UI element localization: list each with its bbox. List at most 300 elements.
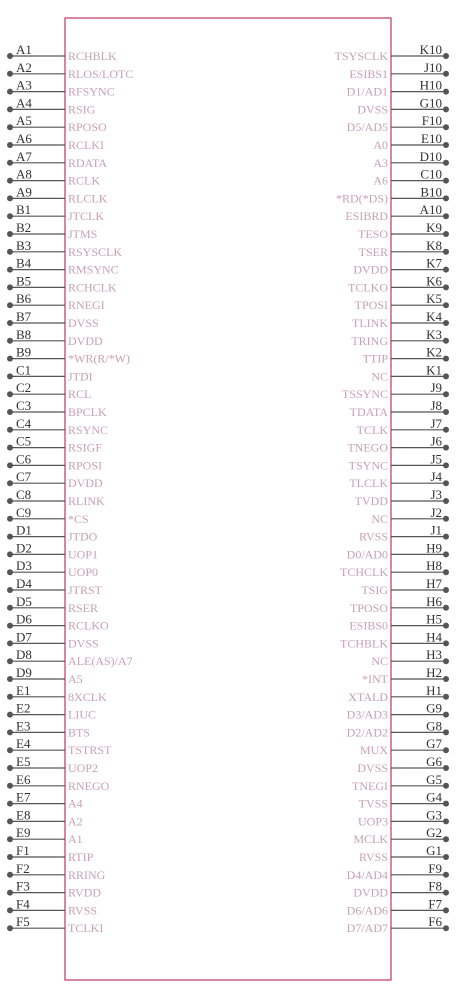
- pin-end-dot: [443, 907, 449, 913]
- pin-name: DVDD: [68, 333, 103, 348]
- pin-end-dot: [443, 658, 449, 664]
- pin-end-dot: [443, 320, 449, 326]
- pin-number: J10: [423, 59, 442, 75]
- pin-number: B4: [16, 255, 32, 271]
- pin-end-dot: [7, 267, 13, 273]
- pin-end-dot: [7, 53, 13, 59]
- pin-number: J2: [430, 504, 442, 520]
- pin-number: G1: [426, 843, 442, 858]
- pin-number: A7: [16, 148, 32, 164]
- pin-end-dot: [7, 925, 13, 931]
- pin-name: TRING: [351, 333, 388, 348]
- pin-name: TLINK: [352, 316, 388, 330]
- pin-end-dot: [443, 338, 449, 344]
- pin-end-dot: [443, 195, 449, 201]
- pin-end-dot: [7, 356, 13, 362]
- pin-number: J9: [430, 380, 442, 396]
- pin-name: MCLK: [353, 832, 388, 847]
- pin-end-dot: [443, 925, 449, 931]
- pin-number: H9: [426, 540, 442, 556]
- pin-number: D5: [16, 593, 32, 609]
- pin-number: B9: [16, 344, 32, 360]
- pin-end-dot: [7, 712, 13, 718]
- pin-end-dot: [7, 623, 13, 629]
- pin-name: TVDD: [354, 494, 388, 508]
- pin-number: B7: [16, 309, 32, 324]
- pin-end-dot: [7, 729, 13, 735]
- pin-name: TSYNC: [348, 458, 388, 473]
- pin-number: B5: [16, 273, 32, 289]
- pin-name: *INT: [362, 672, 388, 686]
- pin-number: D2: [16, 540, 32, 556]
- pin-number: H7: [426, 576, 442, 591]
- pin-number: G2: [426, 825, 442, 841]
- pin-number: F5: [16, 914, 30, 930]
- pin-name: D2/AD2: [346, 725, 388, 740]
- pin-name: A5: [68, 672, 83, 686]
- pin-name: RMSYNC: [68, 262, 119, 277]
- pin-end-dot: [7, 605, 13, 611]
- pin-end-dot: [7, 765, 13, 771]
- pin-number: C8: [16, 487, 32, 502]
- pin-name: A6: [373, 173, 388, 188]
- pin-name: TNEGO: [347, 440, 388, 455]
- pin-name: RVSS: [358, 529, 388, 544]
- pin-number: D6: [16, 611, 32, 627]
- pin-name: TSIG: [361, 583, 388, 597]
- pin-name: TLCLK: [349, 476, 388, 491]
- pin-number: E2: [16, 700, 31, 716]
- pin-end-dot: [443, 427, 449, 433]
- pin-name: MUX: [359, 743, 388, 758]
- pin-number: A10: [419, 202, 442, 218]
- pin-end-dot: [443, 676, 449, 682]
- pin-end-dot: [443, 373, 449, 379]
- pin-end-dot: [7, 658, 13, 664]
- pin-end-dot: [7, 284, 13, 290]
- pin-end-dot: [7, 640, 13, 646]
- pin-name: RCLKI: [68, 138, 104, 152]
- pin-end-dot: [7, 195, 13, 201]
- pin-number: A8: [16, 166, 32, 182]
- pin-number: D4: [16, 576, 32, 591]
- pin-name: DVSS: [68, 636, 99, 651]
- pin-number: B8: [16, 326, 32, 342]
- pin-end-dot: [7, 427, 13, 433]
- pin-name: RRING: [68, 867, 106, 882]
- pin-name: BPCLK: [68, 405, 107, 419]
- pin-end-dot: [443, 142, 449, 148]
- pin-name: UOP1: [68, 547, 99, 562]
- pin-name: D6/AD6: [346, 903, 388, 918]
- pin-end-dot: [7, 409, 13, 415]
- pin-end-dot: [7, 587, 13, 593]
- pin-end-dot: [7, 801, 13, 807]
- pin-name: D0/AD0: [346, 547, 388, 562]
- pin-end-dot: [7, 338, 13, 344]
- pin-number: C7: [16, 469, 32, 485]
- pin-name: ALE(AS)/A7: [68, 654, 133, 669]
- pin-end-dot: [443, 356, 449, 362]
- pin-number: E7: [16, 789, 31, 805]
- pin-end-dot: [443, 587, 449, 593]
- pin-end-dot: [443, 551, 449, 557]
- pin-name: UOP2: [68, 761, 99, 775]
- pin-number: G7: [426, 736, 442, 752]
- pin-number: J4: [430, 469, 442, 485]
- pin-end-dot: [7, 498, 13, 504]
- pin-number: E5: [16, 754, 31, 769]
- pin-end-dot: [7, 320, 13, 326]
- pin-number: C1: [16, 362, 32, 378]
- pin-name: TCLK: [356, 422, 388, 437]
- pin-number: H3: [426, 647, 442, 663]
- pin-name: NC: [371, 369, 388, 384]
- pin-end-dot: [7, 302, 13, 308]
- pin-end-dot: [443, 640, 449, 646]
- pin-end-dot: [7, 854, 13, 860]
- pin-number: D7: [16, 629, 32, 645]
- pin-number: G3: [426, 807, 442, 823]
- pin-end-dot: [443, 302, 449, 308]
- pin-number: F10: [421, 113, 442, 129]
- pin-end-dot: [443, 854, 449, 860]
- pin-number: B2: [16, 220, 32, 235]
- pin-end-dot: [7, 480, 13, 486]
- pin-number: H10: [419, 77, 442, 93]
- pin-name: UOP0: [68, 565, 99, 580]
- pin-name: RTIP: [68, 850, 94, 864]
- pin-end-dot: [443, 284, 449, 290]
- pin-end-dot: [443, 267, 449, 273]
- pin-number: K4: [426, 309, 442, 324]
- pin-end-dot: [443, 694, 449, 700]
- left-pin-column: [7, 42, 133, 935]
- pin-name: TSTRST: [68, 743, 112, 758]
- pin-number: E3: [16, 718, 31, 734]
- pin-name: RSYNC: [68, 422, 109, 437]
- pin-end-dot: [443, 623, 449, 629]
- pin-end-dot: [7, 249, 13, 255]
- pin-name: TCHBLK: [340, 636, 388, 651]
- pin-name: TDATA: [349, 405, 388, 419]
- pin-name: TCLKO: [348, 280, 388, 295]
- pin-name: JTRST: [68, 583, 103, 597]
- pin-number: G5: [426, 771, 442, 787]
- pin-number: G6: [426, 754, 442, 769]
- pin-name: A3: [373, 155, 388, 170]
- pin-name: TESO: [358, 227, 388, 241]
- pin-name: TSSYNC: [341, 387, 388, 402]
- pin-name: DVSS: [68, 316, 99, 330]
- pin-number: A6: [16, 131, 32, 146]
- pin-number: B10: [420, 184, 442, 200]
- pin-name: JTDI: [68, 369, 93, 384]
- pin-end-dot: [443, 480, 449, 486]
- pin-number: F4: [16, 896, 30, 912]
- pin-end-dot: [7, 160, 13, 166]
- pin-end-dot: [443, 462, 449, 468]
- pin-end-dot: [7, 391, 13, 397]
- pin-end-dot: [443, 729, 449, 735]
- pin-end-dot: [443, 178, 449, 184]
- pin-name: TNEGI: [352, 778, 388, 793]
- pin-name: RSER: [68, 600, 99, 615]
- pin-end-dot: [443, 160, 449, 166]
- pin-end-dot: [443, 890, 449, 896]
- pin-number: J6: [430, 433, 442, 449]
- pin-name: D1/AD1: [346, 84, 388, 99]
- pin-number: B1: [16, 202, 32, 218]
- pin-number: K6: [426, 273, 442, 289]
- pin-number: C10: [420, 166, 442, 182]
- pin-end-dot: [443, 213, 449, 219]
- pin-name: RPOSI: [68, 458, 103, 473]
- pin-end-dot: [443, 231, 449, 237]
- pin-end-dot: [7, 836, 13, 842]
- pin-end-dot: [443, 818, 449, 824]
- pin-name: TCLKI: [68, 921, 104, 936]
- pin-name: DVSS: [357, 102, 388, 117]
- pin-name: BTS: [68, 725, 91, 740]
- pin-name: JTCLK: [68, 209, 104, 224]
- pin-number: H1: [426, 682, 442, 698]
- pin-number: F8: [428, 878, 442, 894]
- pin-name: RSIGF: [68, 440, 103, 455]
- pin-number: C9: [16, 504, 32, 520]
- pin-name: RCLK: [68, 173, 101, 188]
- pin-name: RCHCLK: [68, 280, 117, 295]
- pin-name: TTIP: [362, 351, 388, 366]
- pin-end-dot: [7, 89, 13, 95]
- pin-end-dot: [7, 178, 13, 184]
- pin-end-dot: [443, 747, 449, 753]
- pin-end-dot: [443, 605, 449, 611]
- pin-name: LIUC: [68, 707, 96, 722]
- pin-number: D8: [16, 647, 32, 663]
- pin-name: NC: [371, 511, 388, 526]
- pin-number: K5: [426, 291, 442, 307]
- pin-number: D3: [16, 558, 32, 574]
- pin-number: F2: [16, 860, 30, 876]
- pin-number: D9: [16, 665, 32, 680]
- pin-name: RFSYNC: [68, 84, 115, 99]
- pin-number: F1: [16, 843, 30, 858]
- pin-name: RCL: [68, 387, 92, 402]
- pin-name: A2: [68, 814, 83, 829]
- pin-number: K8: [426, 237, 442, 253]
- pin-number: G4: [426, 789, 442, 805]
- pin-name: A4: [68, 796, 83, 811]
- pin-number: E4: [16, 736, 31, 752]
- pin-end-dot: [443, 569, 449, 575]
- pin-name: *CS: [68, 511, 89, 526]
- pin-number: G9: [426, 700, 442, 716]
- pin-end-dot: [7, 142, 13, 148]
- pin-number: A3: [16, 77, 32, 93]
- pin-name: RNEGI: [68, 298, 105, 313]
- pin-name: *RD(*DS): [335, 191, 388, 206]
- pin-number: A9: [16, 184, 32, 200]
- pin-end-dot: [7, 551, 13, 557]
- pin-end-dot: [7, 213, 13, 219]
- pin-name: JTMS: [68, 227, 98, 241]
- pin-name: RDATA: [68, 155, 108, 170]
- pin-end-dot: [443, 53, 449, 59]
- pin-number: J7: [430, 415, 442, 431]
- pin-name: DVDD: [353, 885, 388, 900]
- pin-end-dot: [443, 534, 449, 540]
- pin-end-dot: [7, 818, 13, 824]
- pin-name: RNEGO: [68, 778, 110, 793]
- pin-end-dot: [7, 106, 13, 112]
- pin-number: K3: [426, 326, 442, 342]
- pin-end-dot: [443, 391, 449, 397]
- pin-name: TPOSI: [354, 298, 388, 313]
- pin-name: D7/AD7: [346, 921, 388, 936]
- pin-name: DVSS: [357, 761, 388, 775]
- pin-end-dot: [7, 694, 13, 700]
- pin-end-dot: [7, 783, 13, 789]
- pin-number: H2: [426, 665, 442, 680]
- pin-end-dot: [7, 71, 13, 77]
- pin-name: RLOS/LOTC: [68, 66, 134, 81]
- pin-name: TCHCLK: [340, 565, 388, 580]
- pin-end-dot: [7, 124, 13, 130]
- pin-end-dot: [443, 872, 449, 878]
- pin-number: C6: [16, 451, 32, 467]
- pin-end-dot: [443, 445, 449, 451]
- pin-end-dot: [443, 801, 449, 807]
- pin-name: RSYSCLK: [68, 244, 123, 259]
- pin-number: C4: [16, 415, 32, 431]
- pin-end-dot: [7, 445, 13, 451]
- pin-number: G10: [419, 95, 442, 111]
- pin-end-dot: [443, 765, 449, 771]
- pin-name: TPOSO: [349, 600, 388, 615]
- pin-number: C5: [16, 433, 32, 449]
- pin-number: E9: [16, 825, 31, 841]
- pin-number: B3: [16, 237, 32, 253]
- pin-name: RLINK: [68, 494, 105, 508]
- pin-end-dot: [443, 498, 449, 504]
- pin-number: E1: [16, 682, 31, 698]
- pin-name: 8XCLK: [68, 689, 107, 704]
- pin-name: D5/AD5: [346, 120, 388, 135]
- pin-number: A2: [16, 59, 32, 75]
- pin-end-dot: [7, 907, 13, 913]
- pin-name: RPOSO: [68, 120, 107, 135]
- pin-number: E6: [16, 771, 31, 787]
- pin-number: H4: [426, 629, 442, 645]
- pin-number: H8: [426, 558, 442, 574]
- ic-body-outline: [65, 18, 391, 980]
- pin-number: F9: [428, 860, 442, 876]
- pin-name: RVSS: [358, 850, 388, 864]
- pin-number: A1: [16, 42, 32, 57]
- pin-end-dot: [443, 124, 449, 130]
- pin-end-dot: [7, 462, 13, 468]
- pin-number: A5: [16, 113, 32, 129]
- pin-name: NC: [371, 654, 388, 669]
- pin-number: K1: [426, 362, 442, 378]
- pin-number: A4: [16, 95, 32, 111]
- pin-end-dot: [443, 249, 449, 255]
- pin-end-dot: [443, 516, 449, 522]
- pin-name: XTALD: [348, 689, 388, 704]
- pin-number: J5: [430, 451, 442, 467]
- pin-name: D3/AD3: [346, 707, 388, 722]
- pin-end-dot: [443, 712, 449, 718]
- pin-name: TVSS: [358, 796, 388, 811]
- pin-number: D10: [419, 148, 442, 164]
- pin-end-dot: [443, 783, 449, 789]
- pin-end-dot: [7, 569, 13, 575]
- pin-number: B6: [16, 291, 32, 307]
- pin-end-dot: [7, 516, 13, 522]
- pin-name: RSIG: [68, 102, 96, 117]
- pin-number: K2: [426, 344, 442, 360]
- pin-end-dot: [7, 373, 13, 379]
- pin-name: DVDD: [353, 262, 388, 277]
- pin-number: C2: [16, 380, 32, 396]
- pin-name: RVDD: [68, 885, 102, 900]
- pin-end-dot: [443, 836, 449, 842]
- pin-end-dot: [443, 106, 449, 112]
- pin-name: DVDD: [68, 476, 103, 491]
- pin-number: E8: [16, 807, 31, 823]
- pin-number: K10: [419, 42, 442, 57]
- pin-end-dot: [443, 89, 449, 95]
- pin-number: F7: [428, 896, 442, 912]
- pin-name: D4/AD4: [346, 867, 388, 882]
- pin-name: RLCLK: [68, 191, 108, 206]
- pin-number: E10: [421, 131, 442, 146]
- pin-name: RCLKO: [68, 618, 109, 633]
- pin-number: F3: [16, 878, 30, 894]
- pin-name: RCHBLK: [68, 49, 117, 63]
- pin-name: A0: [373, 138, 388, 152]
- pin-number: H6: [426, 593, 442, 609]
- pin-name: JTDO: [68, 529, 98, 544]
- pin-number: J3: [430, 487, 442, 502]
- pin-end-dot: [7, 872, 13, 878]
- pin-end-dot: [7, 231, 13, 237]
- pin-number: K7: [426, 255, 442, 271]
- pin-number: G8: [426, 718, 442, 734]
- pin-number: D1: [16, 522, 32, 538]
- pin-name: ESIBS0: [349, 618, 388, 633]
- pin-number: H5: [426, 611, 442, 627]
- pin-name: ESIBS1: [349, 66, 388, 81]
- pin-end-dot: [7, 534, 13, 540]
- pin-name: UOP3: [357, 814, 388, 829]
- pin-end-dot: [7, 747, 13, 753]
- pin-number: C3: [16, 398, 32, 413]
- pin-name: ESIBRD: [345, 209, 388, 224]
- pin-number: K9: [426, 220, 442, 235]
- pin-number: J1: [430, 522, 442, 538]
- pin-end-dot: [443, 71, 449, 77]
- pin-name: TSER: [358, 244, 388, 259]
- right-pin-column: [335, 42, 449, 935]
- pin-number: F6: [428, 914, 442, 930]
- pin-number: J8: [430, 398, 442, 413]
- pin-name: *WR(R/*W): [68, 351, 130, 366]
- pin-end-dot: [7, 890, 13, 896]
- pin-name: A1: [68, 832, 83, 847]
- pin-name: TSYSCLK: [334, 49, 388, 63]
